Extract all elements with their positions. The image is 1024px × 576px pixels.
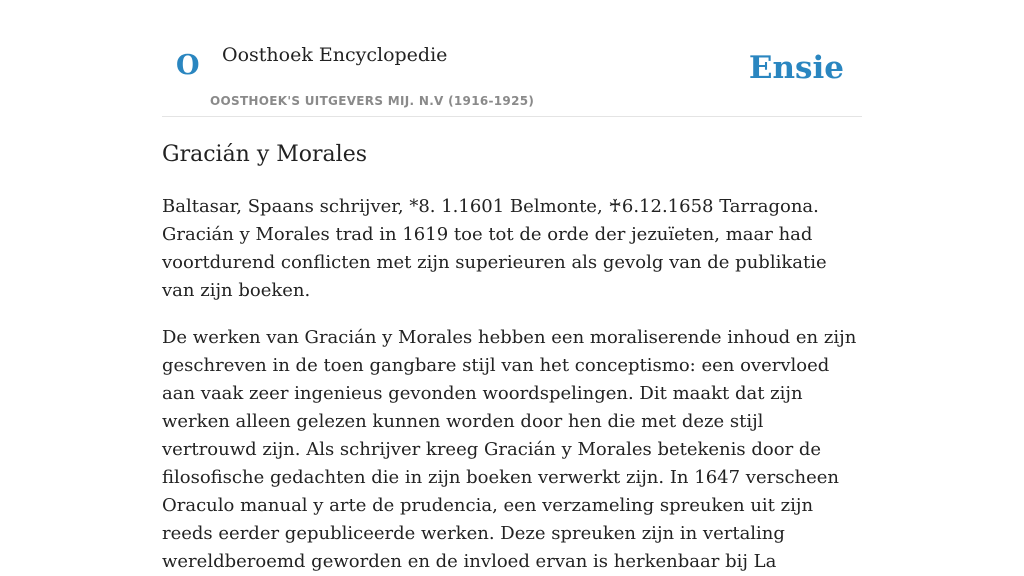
site-header — [162, 0, 862, 117]
book-title[interactable]: Oosthoek Encyclopedie — [222, 44, 448, 66]
article-paragraph: Baltasar, Spaans schrijver, *8. 1.1601 Belmonte, ♰6.12.1658 Tarragona. Gracián y Morales trad in 1619 toe tot de orde der jezuïeten, maar had voortdurend conflicten met zijn superieuren als gevolg van de publikatie van zijn boeken. — [162, 196, 827, 301]
article-paragraph: De werken van Gracián y Morales hebben een moraliserende inhoud en zijn geschreven in de toen gangbare stijl van het conceptismo: een overvloed aan vaak zeer ingenieus gevonden woordspelingen. Dit maakt dat zijn werken alleen gelezen kunnen worden door hen die met deze stijl vertrouwd zijn. Als schrijver kreeg Gracián y Morales betekenis door de filosofische gedachten die in zijn boeken verwerkt zijn. In 1647 verscheen Oraculo manual y arte de prudencia, een verzameling spreuken uit zijn reeds eerder gepubliceerde werken. Deze spreuken zijn in vertaling wereldberoemd geworden en de invloed ervan is herkenbaar bij La — [162, 327, 857, 572]
article — [162, 140, 862, 576]
publisher-label: OOSTHOEK'S UITGEVERS MIJ. N.V (1916-1925) — [210, 94, 535, 108]
encyclopedia-logo-icon[interactable]: O — [176, 50, 200, 81]
article-title: Gracián y Morales — [162, 142, 368, 167]
ensie-logo[interactable]: Ensie — [748, 50, 844, 86]
